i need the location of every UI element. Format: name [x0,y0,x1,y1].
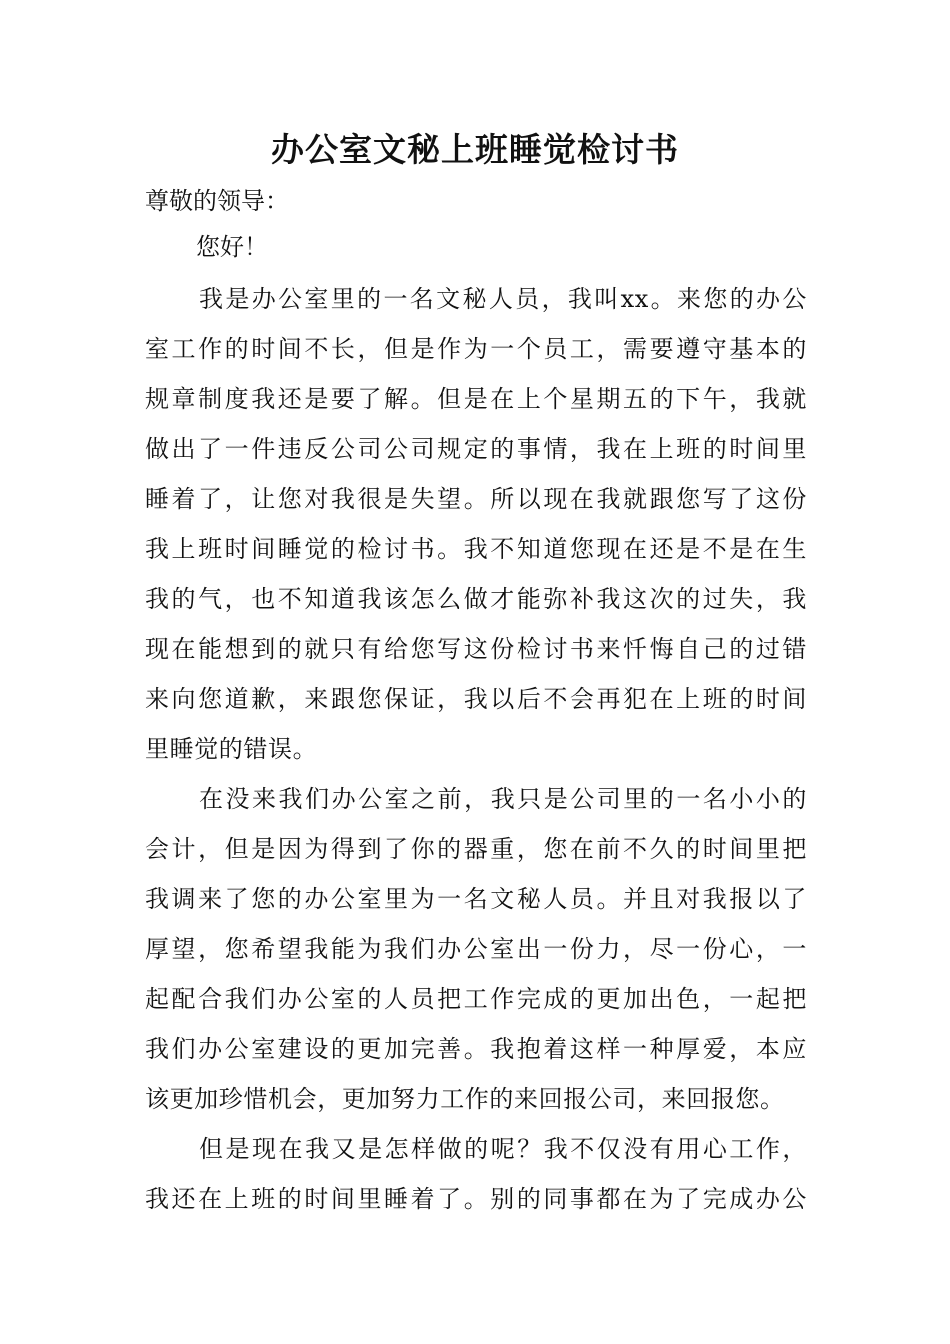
paragraph-line: 我的气，也不知道我该怎么做才能弥补我这次的过失，我 [145,585,807,613]
paragraph-line: 我调来了您的办公室里为一名文秘人员。并且对我报以了 [145,885,807,913]
salutation: 尊敬的领导： [145,187,289,215]
paragraph-line: 我们办公室建设的更加完善。我抱着这样一种厚爱，本应 [145,1035,807,1063]
paragraph-line: 室工作的时间不长，但是作为一个员工，需要遵守基本的 [145,335,807,363]
paragraph-line: 我是办公室里的一名文秘人员，我叫xx。来您的办公 [199,285,807,313]
paragraph-line: 厚望，您希望我能为我们办公室出一份力，尽一份心，一 [145,935,807,963]
paragraph-line: 做出了一件违反公司公司规定的事情，我在上班的时间里 [145,435,807,463]
paragraph-line: 我还在上班的时间里睡着了。别的同事都在为了完成办公 [145,1185,807,1213]
paragraph-line: 该更加珍惜机会，更加努力工作的来回报公司，来回报您。 [145,1085,785,1113]
document-title: 办公室文秘上班睡觉检讨书 [271,130,679,169]
paragraph-line: 里睡觉的错误。 [145,735,318,763]
paragraph-line: 我上班时间睡觉的检讨书。我不知道您现在还是不是在生 [145,535,807,563]
paragraph-line: 会计，但是因为得到了你的器重，您在前不久的时间里把 [145,835,807,863]
letter-body [145,282,807,1232]
greeting: 您好！ [196,233,268,261]
paragraph-line: 在没来我们办公室之前，我只是公司里的一名小小的 [199,785,807,813]
paragraph-line: 但是现在我又是怎样做的呢？我不仅没有用心工作， [199,1135,807,1163]
paragraph-line: 来向您道歉，来跟您保证，我以后不会再犯在上班的时间 [145,685,807,713]
paragraph-line: 现在能想到的就只有给您写这份检讨书来忏悔自己的过错 [145,635,807,663]
paragraph-line: 睡着了，让您对我很是失望。所以现在我就跟您写了这份 [145,485,807,513]
paragraph-line: 规章制度我还是要了解。但是在上个星期五的下午，我就 [145,385,807,413]
paragraph-line: 起配合我们办公室的人员把工作完成的更加出色，一起把 [145,985,807,1013]
